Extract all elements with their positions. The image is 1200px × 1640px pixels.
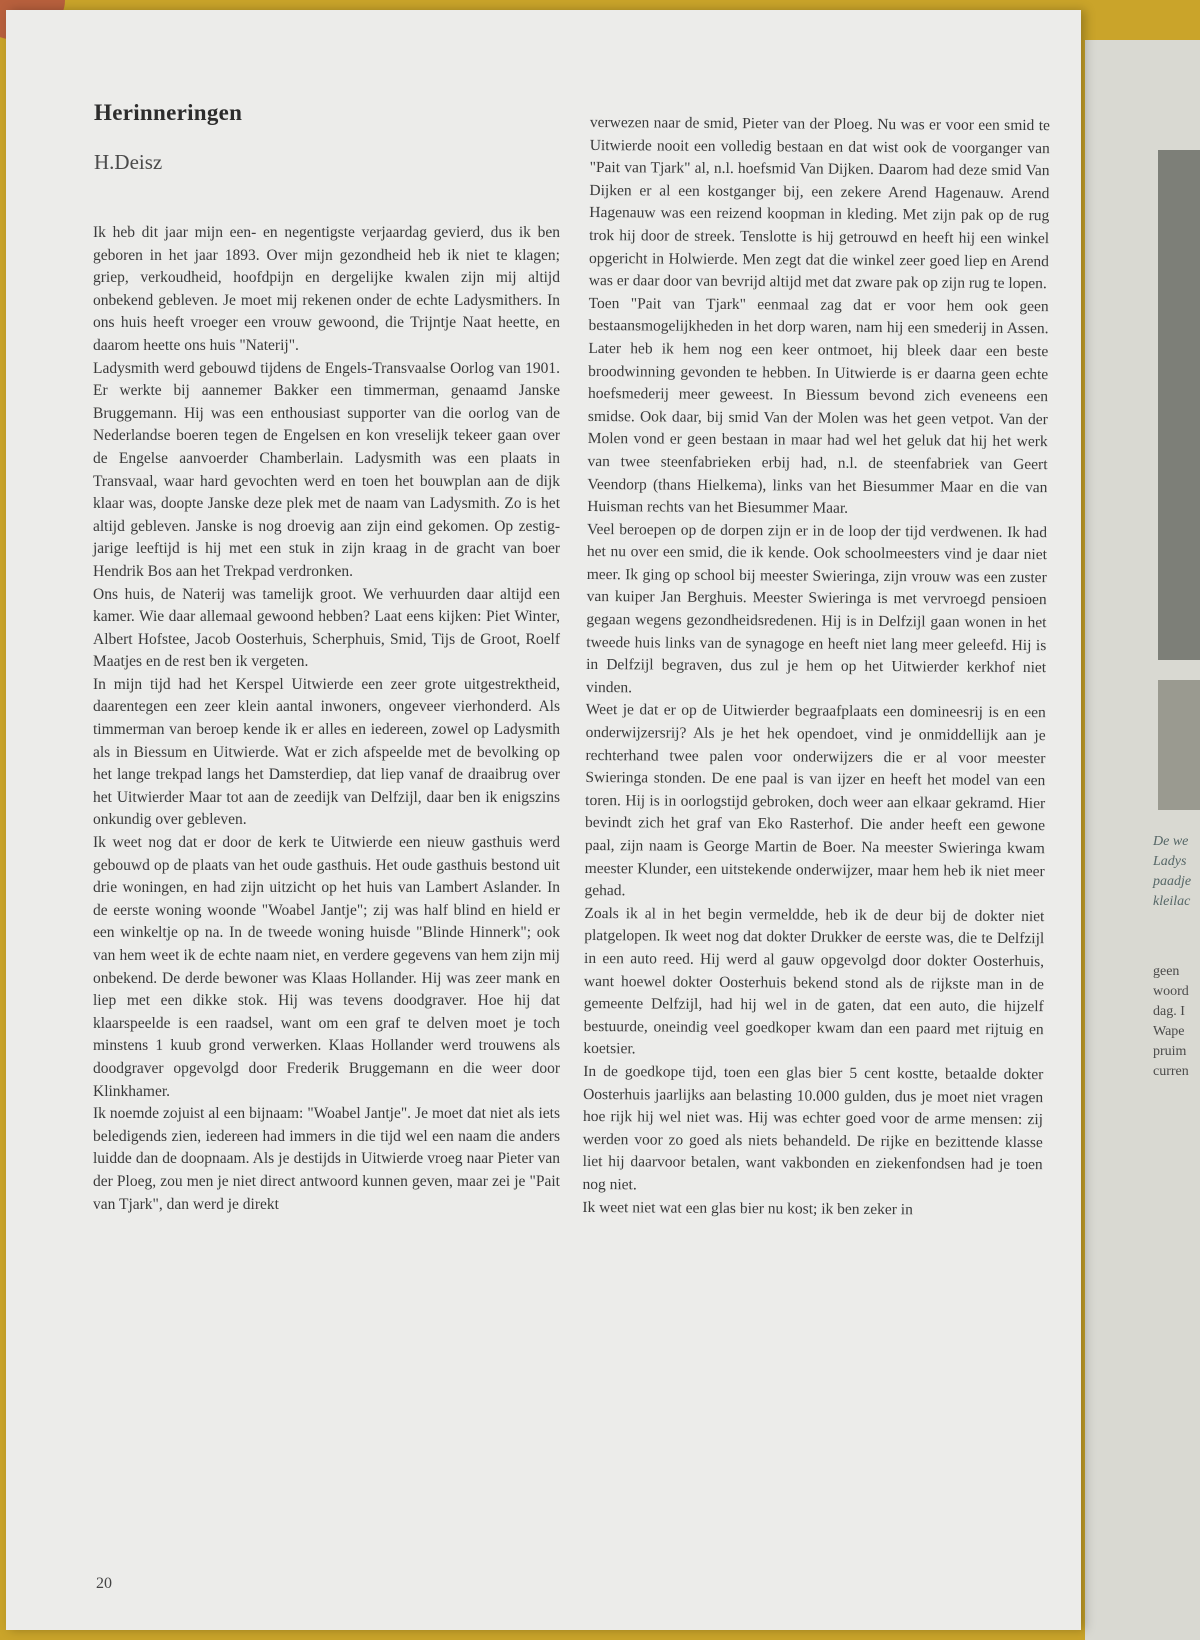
- next-page-photo-top: [1158, 150, 1200, 660]
- article-author: H.Deisz: [94, 150, 163, 174]
- paragraph: Ons huis, de Naterij was tamelijk groot. We verhuurden daar altijd een kamer. Wie daar allemaal gewoond hebben? Laat eens kijken: Piet Winter, Albert Hofstee, Jacob Oosterhuis, Scherphuis, Smid, Tijs de Groot, Roelf Maatjes en de rest ben ik vergeten.: [93, 585, 560, 671]
- next-page-text: geen woord dag. I Wape pruim curren: [1153, 964, 1189, 1079]
- paragraph: Weet je dat er op de Uitwierder begraafplaats een domineesrij is en een onderwijzersrij? Als je het hek opendoet, vind je onmiddellijk aan je rechterhand twee palen voor onderwijzers die er al voor meester Swieringa stonden. De ene paal is van ijzer en heeft het model van een toren. Hij is in oorlogstijd gebroken, doch weer aan elkaar gekramd. Hier bevindt zich het graf van Eko Rasterhof. Die ander heeft een gewone paal, zijn naam is George Martin de Boer. Na meester Swieringa kwam meester Klunder, een uitstekende onderwijzer, maar hem heb ik niet meer gehad.: [584, 701, 1046, 900]
- paragraph: Ik noemde zojuist al een bijnaam: "Woabel Jantje". Je moet dat niet als iets beledigends zien, iedereen had immers in die tijd wel een naam die anders luidde dan de doopnaam. Als je destijds in Uitwierde vroeg naar Pieter van der Ploeg, zou men je niet direct antwoord kunnen geven, maar zei je "Pait van Tjark", dan werd je direkt: [93, 1105, 560, 1213]
- article-title: Herinneringen: [94, 100, 243, 125]
- paragraph: In de goedkope tijd, toen een glas bier 5 cent kostte, betaalde dokter Oosterhuis jaarlijks aan belasting 10.000 gulden, dus je moet niet vragen hoe rijk hij wel niet was. Hij was echter goed voor de arme mensen: zij werden voor zo goed als niets behandeld. De rijke en bezittende klasse liet hij daarvoor betalen, want vakbonden en ziekenfondsen had je toen nog niet.: [582, 1062, 1044, 1194]
- paragraph: verwezen naar de smid, Pieter van der Ploeg. Nu was er voor een smid te Uitwierde nooit een volledig bestaan en dat wist ook de voorganger van "Pait van Tjark" al, n.l. hoefsmid Van Dijken. Daarom had deze smid Van Dijken er al een kostganger bij, een zekere Arend Hagenauw. Arend Hagenauw was een reizend koopman in kleding. Met zijn pak op de rug trok hij door de streek. Tenslotte is hij getrouwd en heeft hij een winkel opgericht in Holwierde. Men zegt dat die winkel zeer goed liep en Arend was er daar door van bevrijd altijd met dat zware pak op zijn rug te lopen.: [588, 113, 1050, 293]
- paragraph: Toen "Pait van Tjark" eenmaal zag dat er voor hem ook geen bestaansmogelijkheden in het dorp waren, nam hij een smederij in Assen. Later heb ik hem nog een keer ontmoet, hij bleek daar een beste broodwinning gevonden te hebben. In Uitwierde is er daarna geen echte hoefsmederij meer geweest. In Biessum bevond zich eveneens een smidse. Ook daar, bij smid Van der Molen was het geen vetpot. Van der Molen vond er geen bestaan in maar had wel het geluk dat hij het werk van twee steenfabrieken erbij had, n.l. de steenfabriek van Geert Veendorp (thans Hielkema), links van het Biesummer Maar en die van Huisman rechts van het Biesummer Maar.: [587, 294, 1049, 517]
- right-column: [582, 112, 1050, 1222]
- next-page-photo-bottom: [1158, 680, 1200, 810]
- next-page-caption: De we Ladys paadje kleilac: [1153, 834, 1192, 909]
- paragraph: Ik weet nog dat er door de kerk te Uitwierde een nieuw gasthuis werd gebouwd op de plaats van het oude gasthuis. Het oude gasthuis bestond uit drie woningen, en had zijn uitzicht op het huis van Lambert Aslander. In de eerste woning woonde "Woabel Jantje"; zij was half blind en hield er een winkeltje op na. In de tweede woning huisde "Blinde Hinnerk"; ook van hem weet ik de echte naam niet, en verdere gegevens van hem zijn mij onbekend. De derde bewoner was Klaas Hollander. Hij was zeer mank en liep met een dikke stok. Hij was tevens doodgraver. Hoe hij dat klaarspeelde is een raadsel, want om een graf te delven moet je toch minstens 1 kuub grond verwerken. Klaas Hollander werd trouwens als doodgraver opgevolgd door Frederik Bruggemann en die weer door Klinkhamer.: [93, 834, 560, 1100]
- left-column: [93, 222, 560, 1216]
- paragraph: Ladysmith werd gebouwd tijdens de Engels-Transvaalse Oorlog van 1901. Er werkte bij aannemer Bakker een timmerman, genaamd Janske Bruggemann. Hij was een enthousiast supporter van die oorlog van de Nederlandse boeren tegen de Engelsen en kon vreselijk tekeer gaan over de Engelse aanvoerder Chamberlain. Ladysmith was een plaats in Transvaal, waar hard gevochten werd en toen het bouwplan aan de dijk klaar was, doopte Janske deze plek met de naam van Ladysmith. Zo is het altijd gebleven. Janske is nog droevig aan zijn eind gekomen. Op zestig-jarige leeftijd is hij met een stuk in zijn kraag in de gracht van boer Hendrik Bos aan het Trekpad verdronken.: [93, 359, 560, 580]
- paragraph: Ik weet niet wat een glas bier nu kost; ik ben zeker in: [582, 1198, 913, 1218]
- paragraph: Ik heb dit jaar mijn een- en negentigste verjaardag gevierd, dus ik ben geboren in het jaar 1893. Over mijn gezondheid heb ik niet te klagen; griep, verkoudheid, hoofdpijn en dergelijke kwalen zijn mij altijd onbekend gebleven. Je moet mij rekenen onder de echte Ladysmithers. In ons huis heeft vroeger een vrouw gewoond, die Trijntje Naat heette, en daarom heette ons huis "Naterij".: [93, 224, 560, 354]
- page-number: 20: [96, 1575, 112, 1592]
- paragraph: In mijn tijd had het Kerspel Uitwierde een zeer grote uitgestrektheid, daarentegen een zeer klein aantal inwoners, ongeveer vierhonderd. Als timmerman van beroep kende ik er alles en iedereen, zowel op Ladysmith als in Biessum en Uitwierde. Wat er zich afspeelde met de bevolking op het lange trekpad langs het Damsterdiep, dat liep vanaf de draaibrug over het Uitwierder Maar tot aan de zeedijk van Delfzijl, daar ben ik enigszins onkundig over gebleven.: [93, 675, 560, 829]
- paragraph: Zoals ik al in het begin vermeldde, heb ik de deur bij de dokter niet platgelopen. Ik weet nog dat dokter Drukker de eerste was, die te Delfzijl in een auto reed. Hij werd al gauw opgevolgd door dokter Oosterhuis, want hoewel dokter Oosterhuis bekend stond als de rijkste man in de gemeente Delfzijl, had hij wel in de gaten, dat een auto, die hijzelf bestuurde, oneindig veel goedkoper kwam dan een paard met rijtuig en koetsier.: [583, 904, 1045, 1058]
- paragraph: Veel beroepen op de dorpen zijn er in de loop der tijd verdwenen. Ik had het nu over een smid, die ik kende. Ook schoolmeesters vind je daar niet meer. Ik ging op school bij meester Swieringa, zijn vrouw was een zuster van kuiper Jan Berghuis. Meester Swieringa is met vervroegd pensioen gegaan wegens gezondheidsredenen. Hij is in Delfzijl gaan wonen in het tweede huis links van de synagoge en heeft niet lang meer geleefd. Hij is in Delfzijl begraven, dus zul je hem op het Uitwierder kerkhof niet vinden.: [585, 520, 1048, 697]
